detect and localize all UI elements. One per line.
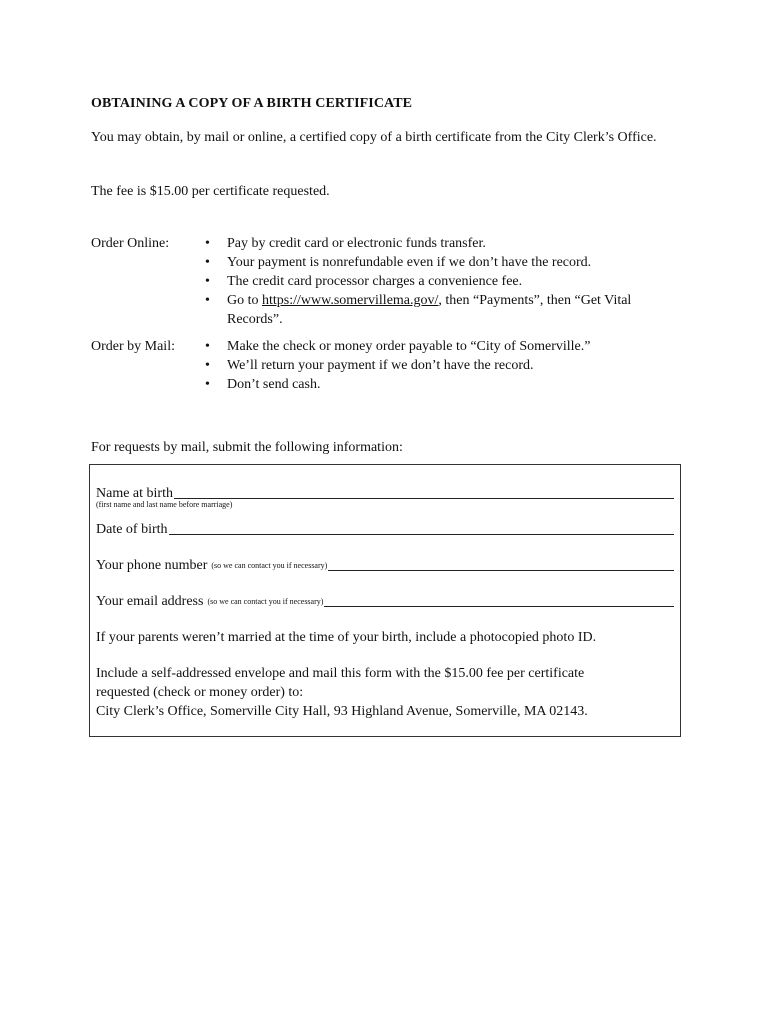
email-address-label: Your email address — [96, 594, 204, 609]
fee-paragraph: The fee is $15.00 per certificate requested. — [91, 184, 330, 199]
email-address-input-line[interactable] — [324, 606, 674, 607]
order-mail-section — [91, 337, 691, 394]
bullet-icon: • — [205, 255, 210, 270]
intro-paragraph: You may obtain, by mail or online, a certified copy of a birth certificate from the City Clerk’s Office. — [91, 130, 657, 145]
bullet-text-suffix: , then “Payments”, then “Get Vital Records”. — [227, 293, 632, 327]
list-item — [203, 291, 673, 329]
parents-instruction: If your parents weren’t married at the time of your birth, include a photocopied photo ID. — [96, 630, 597, 645]
list-item — [203, 272, 673, 291]
list-item — [203, 253, 673, 272]
bullet-text: The credit card processor charges a convenience fee. — [227, 274, 523, 289]
list-item — [203, 356, 673, 375]
bullet-text-prefix: Go to — [227, 293, 262, 308]
bullet-text: Pay by credit card or electronic funds transfer. — [227, 236, 486, 251]
bullet-icon: • — [205, 339, 210, 354]
name-at-birth-note: (first name and last name before marriage) — [96, 500, 233, 509]
phone-number-label: Your phone number — [96, 558, 208, 573]
bullet-icon: • — [205, 236, 210, 251]
envelope-instruction-line-2: requested (check or money order) to: — [96, 685, 304, 700]
date-of-birth-field[interactable] — [96, 520, 674, 539]
email-address-field[interactable] — [96, 592, 674, 611]
order-mail-label: Order by Mail: — [91, 339, 175, 354]
bullet-icon: • — [205, 274, 210, 289]
mailing-address: City Clerk’s Office, Somerville City Hall, 93 Highland Avenue, Somerville, MA 02143. — [96, 704, 588, 719]
phone-number-note: (so we can contact you if necessary) — [211, 561, 328, 570]
mail-request-intro: For requests by mail, submit the following information: — [91, 440, 403, 455]
list-item — [203, 337, 673, 356]
order-online-list — [203, 234, 673, 329]
date-of-birth-input-line[interactable] — [169, 534, 674, 535]
list-item — [203, 234, 673, 253]
mailing-instructions — [96, 664, 676, 721]
envelope-instruction-line-1: Include a self-addressed envelope and mail this form with the $15.00 fee per certificate — [96, 666, 585, 681]
website-link[interactable]: https://www.somervillema.gov/ — [262, 293, 439, 308]
bullet-icon: • — [205, 358, 210, 373]
phone-number-input-line[interactable] — [328, 570, 674, 571]
list-item — [203, 375, 673, 394]
order-online-label: Order Online: — [91, 236, 170, 251]
name-at-birth-input-line[interactable] — [174, 498, 674, 499]
order-online-section — [91, 234, 691, 329]
date-of-birth-label: Date of birth — [96, 522, 168, 537]
page-title: OBTAINING A COPY OF A BIRTH CERTIFICATE — [91, 96, 413, 111]
bullet-icon: • — [205, 293, 210, 308]
bullet-icon: • — [205, 377, 210, 392]
bullet-text: We’ll return your payment if we don’t have the record. — [227, 358, 534, 373]
email-address-note: (so we can contact you if necessary) — [207, 597, 324, 606]
bullet-text: Your payment is nonrefundable even if we don’t have the record. — [227, 255, 592, 270]
bullet-text: Make the check or money order payable to “City of Somerville.” — [227, 339, 591, 354]
bullet-text: Don’t send cash. — [227, 377, 321, 392]
name-at-birth-label: Name at birth — [96, 486, 173, 501]
order-mail-list — [203, 337, 673, 394]
phone-number-field[interactable] — [96, 556, 674, 575]
